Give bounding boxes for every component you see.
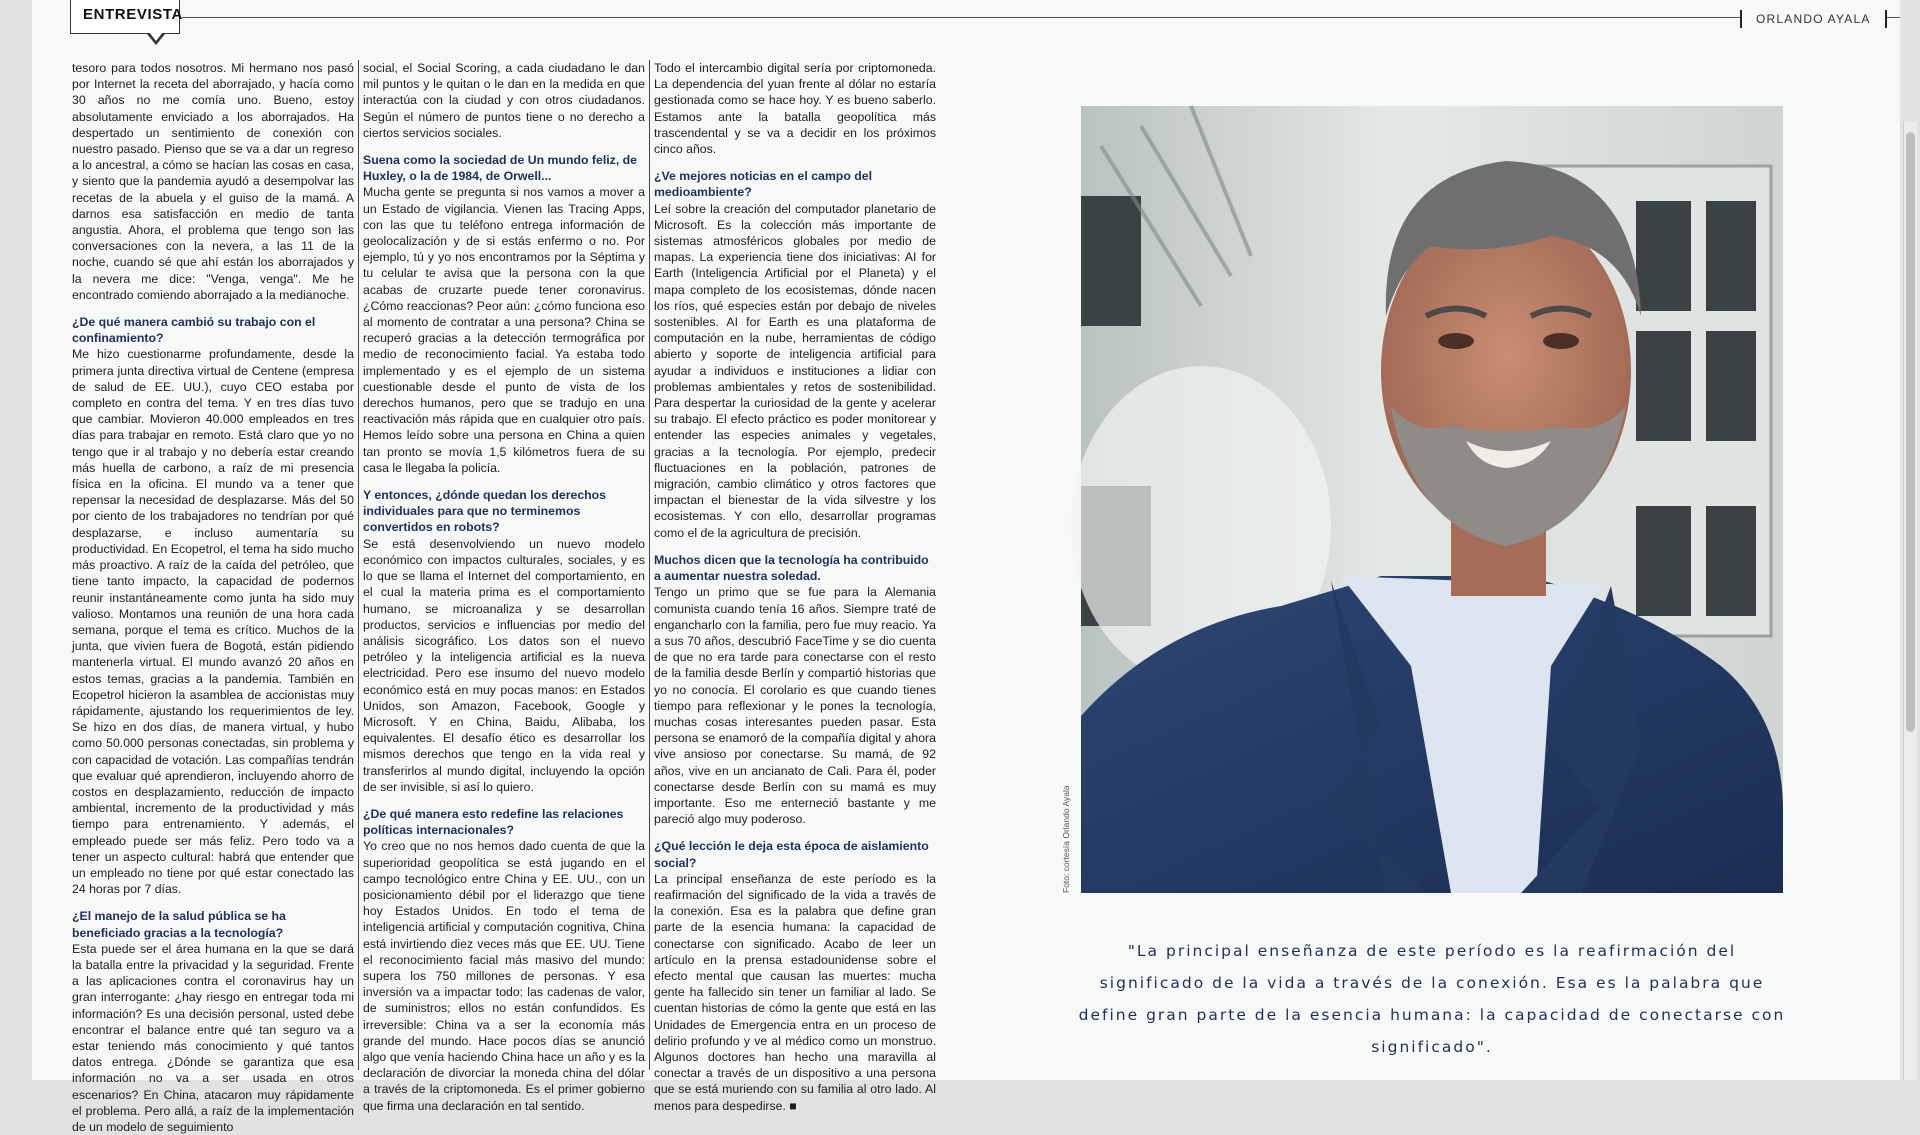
answer-paragraph: Leí sobre la creación del computador planetario de Microsoft. Es la colección más importante de sistemas atmosféricos globales por medio de mapas. La experiencia tiene dos iniciativas: AI for Earth (Inteligencia Artificial por el Planeta) y el mapa completo de los ecosistemas, dónde nacen los ríos, qué especies están por debajo de niveles sostenibles. AI for Earth es una plataforma de computación en la nube, herramientas de código abierto y soporte de inteligencia artificial para ayudar a individuos e instituciones a lidiar con problemas ambientales y retos de sostenibilidad. Para despertar la curiosidad de la gente y acelerar su trabajo. El efecto práctico es poder monitorear y entender las especies animales y vegetales, gracias a la tecnología. Por ejemplo, predecir fluctuaciones en la población, patrones de migración, cambio climático y otros factores que impactan el bienestar de la vida silvestre y los ecosistemas. Y con ello, desarrollar programas como el de la agricultura de precisión. <box>654 201 936 540</box>
answer-paragraph: Tengo un primo que se fue para la Alemania comunista cuando tenía 16 años. Siempre traté de engancharlo con la familia, pero fue muy reacio. Ya a sus 70 años, descubrió FaceTime y se dio cuenta de que no era tarde para conectarse con el resto de la familia desde Berlín y compartió historias que yo no conocía. El corolario es que cuando tienes tiempo para reflexionar y le pones la tecnología, muchas cosas interesantes pueden pasar. Esta persona se enamoró de la compañía digital y ahora vive ansioso por conectarse. Su mamá, de 92 años, vive en un ancianato de Cali. Para él, poder conectarse desde Berlín con su mamá es muy importante. Eso me enterneció bastante y me pareció algo muy poderoso. <box>654 585 936 827</box>
answer-paragraph: Me hizo cuestionarme profundamente, desde la primera junta directiva virtual de Centene (empresa de salud de EE. UU.), cuyo CEO estaba por completo en contra del tema. Y en tres días tuvo que cambiar. Movieron 40.000 empleados en tres días para trabajar en remoto. Está claro que yo no tengo que ir al trabajo y no debería estar creando más huella de carbono, a raíz de mi presencia física en la oficina. El mundo va a tener que repensar la necesidad de desplazarse. Más del 50 por ciento de los trabajadores no tendrían por qué desplazarse, e incluso aumentaría su productividad. En Ecopetrol, el tema ha sido mucho más proactivo. A raíz de la caída del petróleo, que tiene tanto impacto, la capacidad de podernos reunir instantáneamente como junta ha sido muy valioso. Montamos una reunión de una hora cada semana, porque el tema es crítico. Muchos de la junta, que vivien fuera de Bogotá, están pidiendo mantenerla virtual. El mundo avanzó 20 años en estos temas, gracias a la pandemia. También en Ecopetrol hicieron la asamblea de accionistas muy rápidamente, ajustando los requerimientos de ley. Se hizo en dos días, de manera virtual, y hubo como 50.000 personas conectadas, sin problema y con capacidad de votación. Las compañías tendrán que evaluar qué aprendieron, incluyendo ahorro de costos en desplazamiento, reducción de impacto ambiental, incremento de la productividad y más tiempo para entrenamiento. Y además, el empleado puede ser más feliz. Pero todo va a tener un aspecto cultural: habrá que entender que un empleado no tiene por qué estar conectado las 24 horas por 7 días. <box>72 347 354 897</box>
vertical-scrollbar[interactable] <box>1903 122 1917 1080</box>
answer-paragraph: Esta puede ser el área humana en la que se dará la batalla entre la privacidad y la seguridad. Frente a las aplicaciones contra el coronavirus hay un gran interrogante: ¿hay riesgo en entregar toda mi información? Es una decisión personal, usted debe encontrar el balance entre qué tan seguro va a estar teniendo más conocimiento y qué tantos datos entrega. ¿Dónde se garantiza que esa información no va a ser usada en otros escenarios? En China, atacaron muy rápidamente el problema. Pero allá, a raíz de la implementación de un modelo de seguimiento <box>72 941 354 1134</box>
question-heading: ¿De qué manera esto redefine las relaciones políticas internacionales? <box>363 806 624 838</box>
answer-paragraph: Se está desenvolviendo un nuevo modelo económico con impactos culturales, sociales, y es lo que se llama el Internet del comportamiento, en el cual la materia prima es el comportamiento humano, se microanaliza y se desarrollan productos, servicios e influencias por medio del análisis sicográfico. Los datos son el nuevo petróleo y la inteligencia artificial es la nueva electricidad. Pero ese insumo del nuevo modelo económico está en muy pocas manos: en Estados Unidos, son Amazon, Facebook, Google y Microsoft. Y en China, Baidu, Alibaba, los equivalentes. El desafío ético es desarrollar los mismos derechos que tengo en la vida real y transferirlos al mundo digital, incluyendo la opción de ser invisible, si así lo quiero. <box>363 536 645 794</box>
scrollbar-thumb[interactable] <box>1906 132 1915 732</box>
column-divider <box>358 60 359 1070</box>
answer-paragraph: Mucha gente se pregunta si nos vamos a mover a un Estado de vigilancia. Vienen las Tracing Apps, con las que tu teléfono entrega información de geolocalización y de si estás enfermo o no. Por ejemplo, tú y yo nos encontramos por la Séptima y tu celular te avisa que la persona con la que acabas de cruzarte puede tener coronavirus. ¿Cómo reaccionas? Peor aún: ¿cómo funciona eso al momento de contratar a una persona? China se recuperó gracias a la detección termográfica por medio de reconocimiento facial. Ya estaba todo implementado y es el ejemplo de un sistema cuestionable desde el punto de vista de los derechos humanos, pero que se tradujo en una reactivación más rápida que en cualquier otro país. Hemos leído sobre una persona en China a quien tan pronto se movía 1,5 kilómetros fuera de su casa le llegaba la policía. <box>363 185 645 475</box>
magazine-page <box>32 0 1900 1134</box>
answer-paragraph: social, el Social Scoring, a cada ciudadano le dan mil puntos y le quitan o le dan en la medida en que interactúa con la ciudad y con otros ciudadanos. Según el número de puntos tiene o no derecho a ciertos servicios sociales. <box>363 61 645 140</box>
photo-credit: Foto: cortesía Orlando Ayala <box>1061 785 1071 893</box>
section-label: ENTREVISTA <box>70 0 180 34</box>
question-heading: Suena como la sociedad de Un mundo feliz, de Huxley, o la de 1984, de Orwell... <box>363 153 637 184</box>
pull-quote: "La principal enseñanza de este período es la reafirmación del significado de la vida a través de la conexión. Esa es la palabra que define gran parte de la esencia humana: la capacidad de conectarse con significado". <box>1078 942 1786 1056</box>
question-heading: Muchos dicen que la tecnología ha contribuido a aumentar nuestra soledad. <box>654 552 929 584</box>
question-heading: ¿Ve mejores noticias en el campo del medioambiente? <box>654 169 873 200</box>
portrait-illustration <box>1081 106 1783 893</box>
question-heading: ¿El manejo de la salud pública se ha beneficiado gracias a la tecnología? <box>72 909 286 940</box>
header-rule <box>182 17 1900 18</box>
text-column-2 <box>363 60 645 1113</box>
question-heading: ¿Qué lección le deja esta época de aislamiento social? <box>654 839 929 870</box>
answer-paragraph: tesoro para todos nosotros. Mi hermano nos pasó por Internet la receta del aborrajado, y hacía como 30 años no me comía uno. Bueno, estoy absolutamente enviciado a los aborrajados. Ha despertado un sentimiento de conexión con nuestro pasado. Pienso que se va a dar un regreso a lo ancestral, a cómo se hacían las cosas en casa, y siento que la pandemia ayudó a desempolvar las recetas de la abuela y el guiso de la mamá. A darnos esa satisfacción en medio de tanta angustia. Ahora, el problema que tengo son las conversaciones con la nevera, a las 11 de la noche, cuando sé que ahí están los aborrajados y la nevera me dice: "Venga, venga". Me he encontrado comiendo aborrajado a la medianoche. <box>72 61 354 302</box>
section-label-pointer <box>147 34 165 45</box>
text-column-1 <box>72 60 354 1134</box>
question-heading: ¿De qué manera cambió su trabajo con el confinamiento? <box>72 315 316 346</box>
answer-paragraph: Yo creo que no nos hemos dado cuenta de que la superioridad geopolítica se está jugando en el campo tecnológico entre China y EE. UU., con un posicionamiento débil por el liderazgo que tiene hoy Estados Unidos. En todo el tema de inteligencia artificial y computación cognitiva, China está invirtiendo diez veces más que EE. UU. Tiene el reconocimiento facial más masivo del mundo: supera los 750 millones de personas. Y esa inversión va a impactar todo: las cadenas de valor, de suministros; ellos no están confundidos. Es irreversible: China va a ser la economía más grande del mundo. Hace pocos días se anunció algo que venía haciendo China hace un año y es la declaración de divorciar la moneda china del dólar a través de la criptomoneda. Es el primer gobierno que firma una declaración en tal sentido. <box>363 839 645 1113</box>
portrait-photo <box>1081 106 1783 893</box>
running-head-author: ORLANDO AYALA <box>1740 10 1887 28</box>
text-column-3 <box>654 60 936 1113</box>
answer-paragraph: Todo el intercambio digital sería por criptomoneda. La dependencia del yuan frente al dólar no estaría gestionada como se hace hoy. Y es bueno saberlo. Estamos ante la batalla geopolítica más trascendental y se va a decidir en los próximos cinco años. <box>654 61 936 157</box>
answer-paragraph: La principal enseñanza de este período es la reafirmación del significado de la vida a través de la conexión. Esa es la palabra que define gran parte de la esencia humana: la capacidad de conectarse con significado. Acabo de leer un artículo en la prensa estadounidense sobre el efecto mental que causan las muertes: mucha gente ha fallecido sin tener un familiar al lado. Se cuentan historias de cómo la gente que está en las Unidades de Emergencia entra en un proceso de delirio profundo y ve al médico como un monstruo. Algunos doctores han hecho una maravilla al conectar a través de un dispositivo a una persona que se está muriendo con su familia al otro lado. Al menos para despedirse. ■ <box>654 871 936 1113</box>
column-divider <box>649 60 650 1070</box>
question-heading: Y entonces, ¿dónde quedan los derechos individuales para que no terminemos convertidos en robots? <box>363 488 607 535</box>
